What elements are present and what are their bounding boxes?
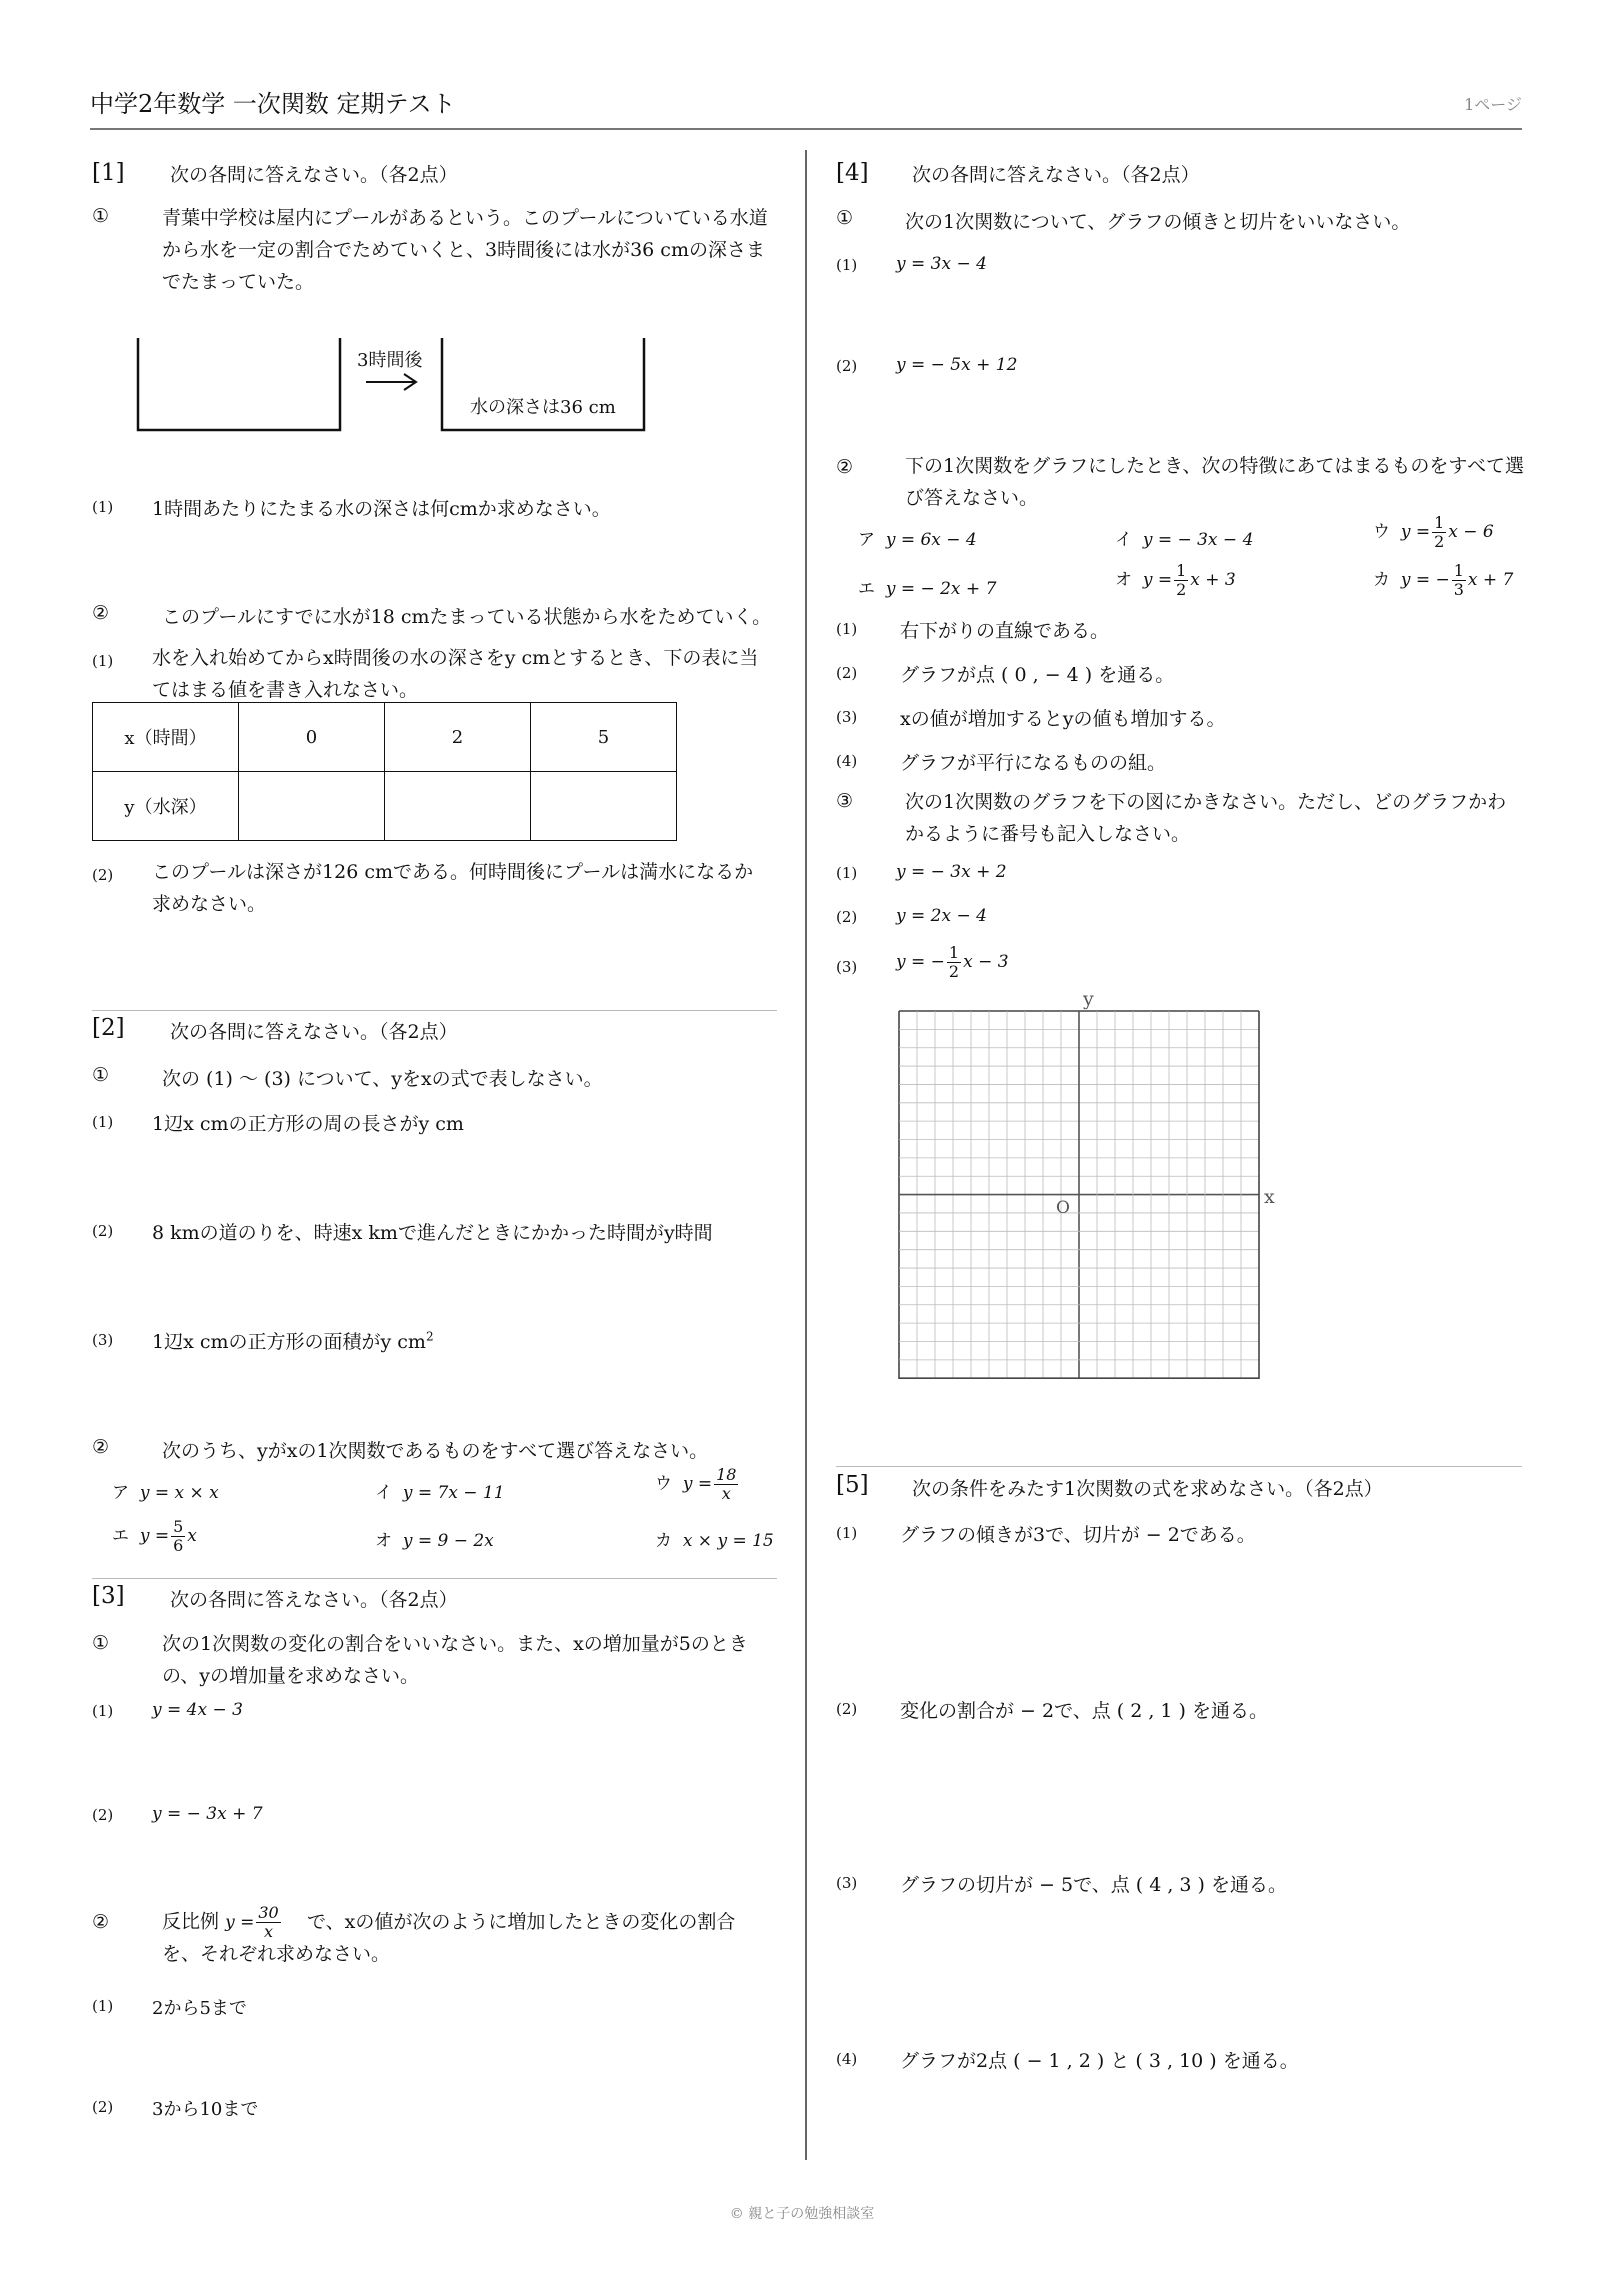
option-expr: x + 3 [1190,570,1236,590]
option-ka [1373,562,1513,599]
numerator: 1 [948,943,960,962]
option-expr: y = [1142,570,1173,590]
x-axis-label: x [1264,1186,1275,1208]
question-text [152,1327,434,1354]
numerator: 30 [258,1903,279,1922]
section-divider [92,1010,777,1011]
option-label: オ [1115,570,1132,590]
question-text: 2から5まで [152,1998,247,2019]
option-label: ウ [655,1474,672,1494]
question-text: このプールは深さが126 cmである。何時間後にプールは満水になるか求めなさい。 [152,861,754,915]
coordinate-grid[interactable] [898,1010,1260,1382]
header-divider [90,128,1522,130]
table-row [93,703,677,772]
q-mark: ① [836,207,854,229]
superscript: 2 [425,1329,434,1344]
question-text: このプールにすでに水が18 cmたまっている状態から水をためていく。 [162,606,772,628]
question-text: xの値が増加するとyの値も増加する。 [900,708,1226,730]
sub-num: (1) [92,652,114,670]
page-number: 1ページ [1464,95,1522,114]
question-text-main: 反比例 [162,1910,220,1933]
q-mark: ② [92,602,110,624]
fraction [714,1466,738,1503]
option-expr: y = x × x [139,1483,219,1503]
sub-num: (2) [92,1222,114,1240]
option-a [858,525,977,550]
question-expr: y = − 5x + 12 [896,355,1018,375]
question-text: グラフが平行になるものの組。 [900,752,1167,774]
sub-num: (2) [836,664,858,682]
question-text: グラフが点 ( 0 , − 4 ) を通る。 [900,664,1175,686]
option-u [655,1466,740,1503]
section-5-instruction: 次の条件をみたす1次関数の式を求めなさい。（各2点） [912,1478,1383,1500]
question-text: 1時間あたりにたまる水の深さは何cmか求めなさい。 [152,498,611,520]
option-label: イ [1115,530,1132,550]
option-expr: y = [139,1526,170,1546]
table-cell: y（水深） [93,772,239,841]
section-4-instruction: 次の各問に答えなさい。（各2点） [912,164,1200,186]
sub-num: (4) [836,2050,858,2068]
sub-num: (1) [92,1997,114,2015]
table-cell: x（時間） [93,703,239,772]
option-expr: y = − [1400,570,1450,590]
section-2-instruction: 次の各問に答えなさい。（各2点） [170,1021,458,1043]
option-a [112,1478,219,1503]
sub-num: (3) [836,708,858,726]
question-expr: y = 4x − 3 [152,1700,243,1720]
question-text: 次の (1) ～ (3) について、yをxの式で表しなさい。 [162,1068,603,1090]
option-label: エ [858,579,875,599]
option-ka [655,1526,774,1551]
section-divider [92,1578,777,1579]
q-mark: ③ [836,790,854,812]
diagram-after-label: 3時間後 [357,350,423,371]
numerator: 5 [173,1517,184,1536]
sub-num: (2) [836,357,858,375]
sub-num: (2) [92,866,114,884]
sub-num: (3) [836,958,858,976]
numerator: 18 [716,1465,737,1484]
question-text: 3から10まで [152,2099,259,2120]
sub-num: (1) [92,1702,114,1720]
option-expr: x [187,1526,197,1546]
answer-table [92,702,677,841]
option-label: ア [858,530,875,550]
fraction [171,1518,185,1555]
denominator: 3 [1453,580,1464,599]
denominator: x [721,1484,731,1503]
question-expr: y = [225,1912,255,1933]
option-e [112,1518,197,1555]
question-text: 次の1次関数について、グラフの傾きと切片をいいなさい。 [905,211,1411,233]
question-text: で、xの値が次のように増加したときの変化の割合を、それぞれ求めなさい。 [162,1911,736,1965]
question-expr [896,944,1009,981]
page-title: 中学2年数学 一次関数 定期テスト [90,90,456,118]
sub-num: (2) [836,908,858,926]
denominator: 2 [1176,580,1187,599]
option-label: イ [375,1483,392,1503]
sub-num: (1) [92,498,114,516]
question-text: 青葉中学校は屋内にプールがあるという。このプールについている水道から水を一定の割合でためていくと、3時間後には水が36 cmの深さまでたまっていた。 [162,207,768,293]
sub-num: (1) [836,1524,858,1542]
section-4-label: [4] [836,160,869,186]
table-row [93,772,677,841]
table-cell: 2 [385,703,531,772]
option-expr: y = − 2x + 7 [885,579,997,599]
sub-num: (1) [92,1113,114,1131]
option-label: カ [1373,570,1390,590]
q-mark: ② [92,1436,110,1458]
question-text: 水を入れ始めてからx時間後の水の深さをy cmとするとき、下の表に当てはまる値を書き入れなさい。 [152,647,759,701]
option-expr: x − 6 [1448,522,1494,542]
option-e [858,574,996,599]
question-text: 右下がりの直線である。 [900,620,1110,642]
question-text: 変化の割合が − 2で、点 ( 2 , 1 ) を通る。 [900,1700,1268,1722]
sub-num: (1) [836,620,858,638]
numerator: 1 [1453,561,1464,580]
question-expr: y = − 3x + 7 [152,1804,263,1824]
section-1-instruction: 次の各問に答えなさい。（各2点） [170,164,458,186]
denominator: 6 [173,1536,184,1555]
q-mark: ① [92,1064,110,1086]
question-expr: y = 2x − 4 [896,906,987,926]
sub-num: (2) [92,2098,114,2116]
question-text: 次のうち、yがxの1次関数であるものをすべて選び答えなさい。 [162,1440,709,1462]
origin-label: O [1056,1198,1070,1218]
q-mark: ② [836,456,854,478]
column-divider [805,150,807,2160]
sub-num: (4) [836,752,858,770]
option-expr: x × y = 15 [682,1531,774,1551]
option-label: ア [112,1483,129,1503]
option-o [1115,562,1236,599]
sub-num: (1) [836,256,858,274]
question-text: 1辺x cmの正方形の周の長さがy cm [152,1113,464,1135]
sub-num: (3) [836,1874,858,1892]
option-expr: y = 6x − 4 [885,530,977,550]
fraction [947,944,961,981]
q-mark: ① [92,1632,110,1654]
option-label: オ [375,1531,392,1551]
option-expr: y = − 3x − 4 [1142,530,1254,550]
option-expr: x + 7 [1467,570,1514,590]
option-expr: y = [682,1474,713,1494]
section-1-label: [1] [92,160,125,186]
option-label: ウ [1373,522,1390,542]
question-text-main: 1辺x cmの正方形の面積がy cm [152,1331,426,1353]
option-expr: y = 9 − 2x [402,1531,494,1551]
question-text: 次の1次関数の変化の割合をいいなさい。また、xの増加量が5のときの、yの増加量を求めなさい。 [162,1633,748,1687]
answer-cell[interactable] [531,772,677,841]
pool-before [138,338,340,430]
section-3-label: [3] [92,1583,125,1609]
question-text: 次の1次関数のグラフを下の図にかきなさい。ただし、どのグラフかわかるように番号も記入しなさい。 [905,791,1507,845]
numerator: 1 [1176,561,1187,580]
sub-num: (3) [92,1331,114,1349]
table-cell: 5 [531,703,677,772]
option-expr: y = − [896,952,945,972]
option-expr: y = 7x − 11 [402,1483,505,1503]
denominator: 2 [1434,532,1445,551]
q-mark: ② [92,1911,110,1933]
option-expr: x − 3 [963,952,1009,972]
q-mark: ① [92,205,110,227]
table-cell: 0 [239,703,385,772]
sub-num: (1) [836,864,858,882]
section-3-instruction: 次の各問に答えなさい。（各2点） [170,1589,458,1611]
section-divider [836,1466,1522,1467]
question-text: 8 kmの道のりを、時速x kmで進んだときにかかった時間がy時間 [152,1222,713,1244]
fraction [1452,562,1466,599]
option-expr: y = [1400,522,1431,542]
question-expr: y = 3x − 4 [896,254,987,274]
option-label: カ [655,1531,672,1551]
fraction [1174,562,1188,599]
option-u [1373,514,1494,551]
denominator: 2 [948,962,960,981]
numerator: 1 [1434,513,1445,532]
option-i [1115,525,1253,550]
answer-cell[interactable] [239,772,385,841]
option-o [375,1526,494,1551]
denominator: x [263,1922,274,1941]
footer-copyright: © 親と子の勉強相談室 [729,2206,875,2222]
diagram-depth-label: 水の深さは36 cm [470,397,616,418]
option-i [375,1478,505,1503]
sub-num: (2) [836,1700,858,1718]
question-text: グラフの傾きが3で、切片が − 2である。 [900,1524,1256,1546]
question-text: グラフが2点 ( − 1 , 2 ) と ( 3 , 10 ) を通る。 [900,2050,1299,2072]
section-5-label: [5] [836,1472,869,1498]
fraction [1432,514,1446,551]
option-label: エ [112,1526,129,1546]
answer-cell[interactable] [385,772,531,841]
question-expr: y = − 3x + 2 [896,862,1007,882]
y-axis-label: y [1083,988,1094,1010]
question-text: 下の1次関数をグラフにしたとき、次の特徴にあてはまるものをすべて選び答えなさい。 [905,455,1524,509]
question-text: グラフの切片が − 5で、点 ( 4 , 3 ) を通る。 [900,1874,1287,1896]
sub-num: (2) [92,1806,114,1824]
section-2-label: [2] [92,1015,125,1041]
